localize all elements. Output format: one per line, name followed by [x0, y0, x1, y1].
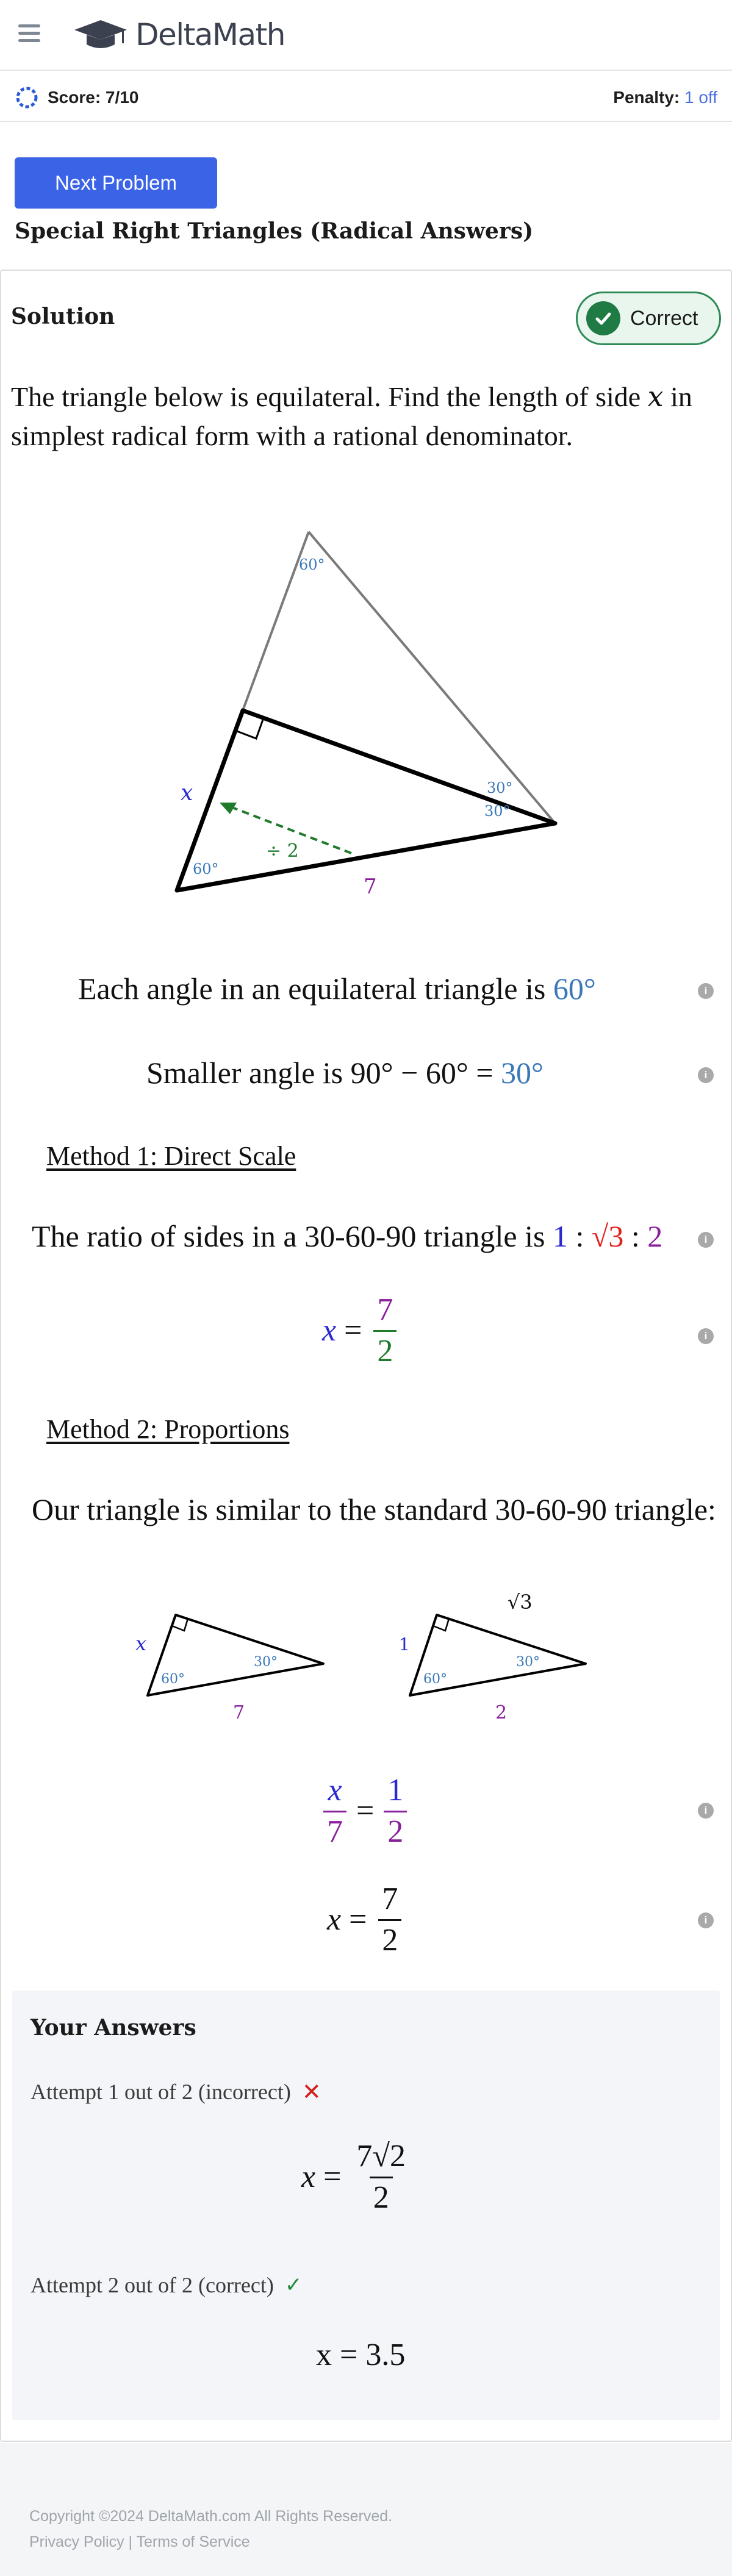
step-direct-result: x = $\frac{7}{2}$	[322, 1292, 400, 1369]
base-label: 7	[364, 875, 377, 899]
hamburger-icon[interactable]	[18, 24, 40, 44]
terms-of-service-link[interactable]: Terms of Service	[136, 2533, 250, 2550]
your-answers-heading: Your Answers	[30, 2015, 196, 2041]
brand-name: DeltaMath	[135, 17, 285, 52]
attempt-2-answer: x = 3.5	[316, 2338, 406, 2372]
left-base-label: 7	[233, 1702, 245, 1723]
privacy-policy-link[interactable]: Privacy Policy	[29, 2533, 124, 2550]
info-icon[interactable]: i	[698, 1803, 714, 1819]
right-hyp-label: √3	[508, 1590, 533, 1614]
info-icon[interactable]: i	[698, 1328, 714, 1344]
info-icon[interactable]: i	[698, 983, 714, 999]
problem-title: Special Right Triangles (Radical Answers)	[15, 218, 534, 244]
footer-links	[29, 2533, 250, 2551]
copyright-text: Copyright ©2024 DeltaMath.com All Rights Reserved.	[29, 2508, 393, 2525]
solution-heading: Solution	[11, 304, 115, 329]
incorrect-x-icon: ✕	[301, 2078, 321, 2105]
step-ratio: The ratio of sides in a 30-60-90 triangle is 1 : √3 : 2	[32, 1219, 663, 1253]
penalty-value[interactable]: 1 off	[684, 88, 717, 107]
statement-part-a: The triangle below is equilateral. Find the length of side	[11, 381, 648, 412]
method-2-heading: Method 2: Proportions	[46, 1414, 290, 1444]
step-similar-statement: Our triangle is similar to the standard 30-60-90 triangle:	[32, 1492, 716, 1526]
step-smaller-angle: Smaller angle is 90° − 60° = 30°	[146, 1056, 544, 1090]
info-icon[interactable]: i	[698, 1232, 714, 1248]
step-proportion: $\frac{x}{7}$ = $\frac{1}{2}$	[320, 1772, 411, 1850]
angle-left-label: 60°	[193, 860, 219, 878]
check-circle-icon	[586, 301, 620, 335]
top-header	[0, 0, 732, 71]
attempt-1-row	[30, 2078, 321, 2105]
method-1-heading: Method 1: Direct Scale	[46, 1141, 296, 1171]
score-ring-icon	[15, 85, 39, 110]
attempt-1-label: Attempt 1 out of 2 (incorrect)	[30, 2080, 291, 2104]
side-x-label: x	[181, 781, 193, 806]
attempt-1-answer: x = $\frac{7√2}{2}$	[301, 2139, 406, 2215]
score-bar	[0, 72, 732, 122]
statement-part-b: in simplest radical form with a rational denominator.	[11, 381, 692, 451]
equilateral-triangle-figure	[165, 518, 580, 909]
correct-badge	[576, 292, 721, 345]
similar-triangles-figure	[122, 1580, 610, 1726]
right-side-label: 1	[399, 1634, 410, 1655]
graduation-cap-icon	[73, 18, 128, 52]
problem-statement	[11, 377, 725, 456]
footer-separator: |	[124, 2533, 137, 2550]
brand-logo[interactable]	[73, 15, 285, 55]
step-equilateral-angle: Each angle in an equilateral triangle is 60°	[78, 971, 596, 1006]
correct-check-icon: ✓	[284, 2273, 303, 2297]
score-label: Score: 7/10	[48, 88, 139, 107]
correct-label: Correct	[630, 306, 698, 330]
right-triangle	[177, 710, 555, 890]
left-side-label: x	[135, 1632, 147, 1655]
angle-top-label: 60°	[299, 556, 325, 573]
right-base-label: 2	[495, 1702, 508, 1723]
attempt-2-label: Attempt 2 out of 2 (correct)	[30, 2273, 274, 2297]
right-angle-60: 60°	[423, 1672, 447, 1687]
right-angle-30: 30°	[516, 1655, 540, 1670]
penalty-info	[613, 88, 717, 107]
angle-right-upper-label: 30°	[487, 779, 513, 796]
info-icon[interactable]: i	[698, 1067, 714, 1083]
step-proportion-result: x = $\frac{7}{2}$	[327, 1881, 405, 1958]
left-angle-60: 60°	[161, 1672, 185, 1687]
penalty-label: Penalty:	[613, 88, 680, 107]
info-icon[interactable]: i	[698, 1912, 714, 1928]
next-problem-button[interactable]: Next Problem	[15, 157, 217, 209]
attempt-2-row	[30, 2272, 302, 2298]
angle-right-lower-label: 30°	[484, 803, 511, 820]
divide-label: ÷ 2	[266, 840, 299, 862]
statement-variable: x	[647, 380, 664, 413]
left-angle-30: 30°	[254, 1655, 278, 1670]
